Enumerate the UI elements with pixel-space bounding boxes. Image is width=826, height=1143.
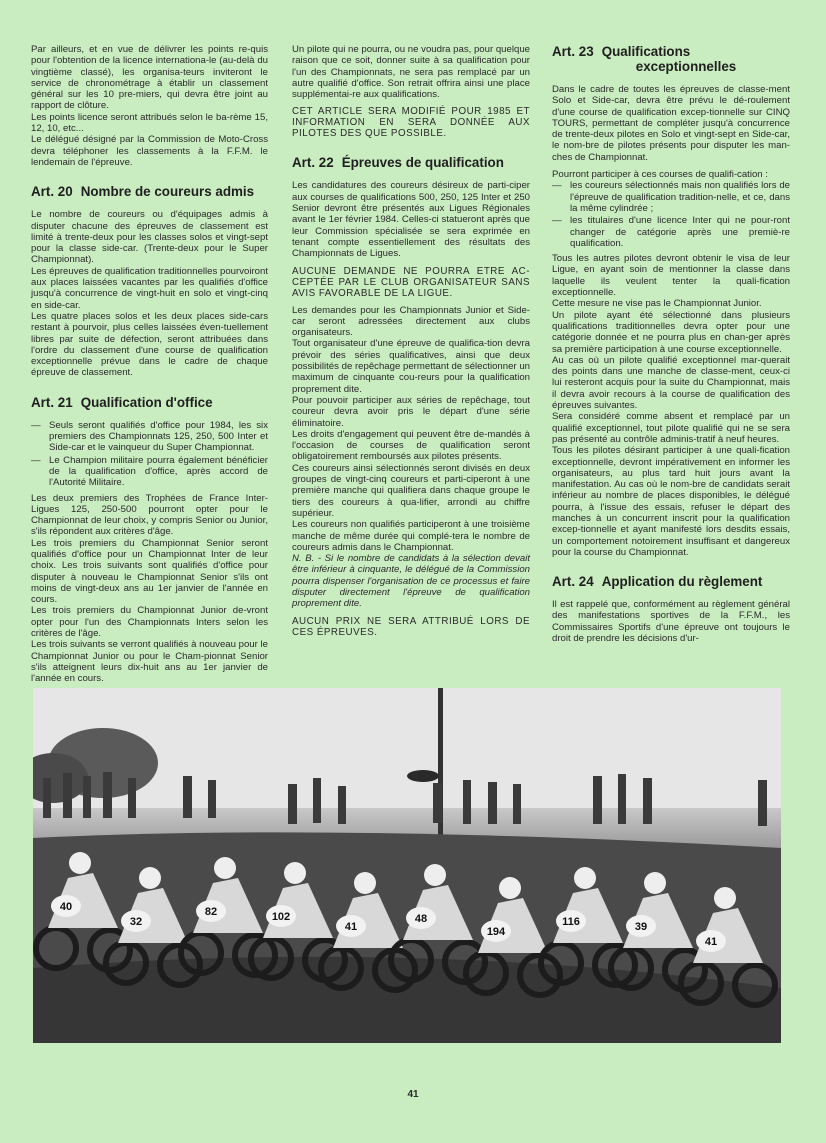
paragraph: Les deux premiers des Trophées de France Inter-Ligues 125, 250-500 pourront opter pour le Championnat de leur choix, y compris Senior ou Junior, s'ils répondent aux critères d'âge.: [31, 492, 268, 538]
plate-number: 194: [486, 926, 506, 938]
paragraph: Le nombre de coureurs ou d'équipages admis à disputer chacune des épreuves de classement est limité à trente-deux pour les classes solos et vingt-sept pour la classe side-car. (Trente-deux pour le Super Championnat).: [31, 209, 268, 266]
article-title: Nombre de coureurs admis: [80, 184, 255, 200]
paragraph: Pour pouvoir participer aux séries de repêchage, tout coureur devra avoir pris le départ d'une série éliminatoire.: [292, 394, 530, 429]
column-left: [31, 44, 268, 685]
list-item: — les titulaires d'une licence Inter qui ne pour-ront changer de catégorie après une premiè-re qualification.: [552, 215, 790, 249]
list-item: — Le Champion militaire pourra également bénéficier de la qualification d'office, après accord de l'Autorité Militaire.: [31, 455, 268, 489]
plate-number: 82: [204, 906, 218, 918]
paragraph: Un pilote qui ne pourra, ou ne voudra pas, pour quelque raison que ce soit, donner suite à sa qualification pour l'un des Championnats, ne sera pas remplacé par un autre qualifié d'office. Son retrait offrira ainsi une place supplémentai-re aux qualifications.: [292, 44, 530, 101]
plate-number: 116: [562, 916, 580, 928]
paragraph: Pourront participer à ces courses de qualifi-cation :: [552, 169, 768, 181]
paragraph: Le délégué désigné par la Commission de Moto-Cross devra téléphoner les classements à la F.F.M. le lendemain de l'épreuve.: [31, 134, 268, 168]
list-item: — les coureurs sélectionnés mais non qualifiés lors de l'épreuve de qualification tradition-nelle, et ce, dans la même cylindrée ;: [552, 180, 790, 214]
photo-illustration: [33, 688, 781, 1043]
paragraph: Dans le cadre de toutes les épreuves de classe-ment Solo et Side-car, devra être prévu le dé-roulement d'une course de qualification excep-tionnelle sur CINQ TOURS, permettant de compléter jusqu'à concurrence de trente-deux pilotes en Solo et vingt-sept en Side-car, le nom-bre de pilotes présents pour disputer les man-ches de Championnat.: [552, 84, 790, 163]
column-right: [552, 44, 790, 650]
paragraph: Les coureurs non qualifiés participeront à une troisième manche de même durée qui complé-tera le nombre de coureurs admis dans le Championnat.: [292, 519, 530, 553]
list-item: — Seuls seront qualifiés d'office pour 1984, les six premiers des Championnats 125, 250, 500 Inter et Side-car et le vainqueur du Super Championnat.: [31, 420, 268, 454]
paragraph: Au cas où un pilote qualifié exceptionnel mar-querait des points dans une manche de classe-ment, ceux-ci lui resteront acquis pour la suite du Championnat, mais il devra avoir recours à la course de qualification des épreuves suivantes.: [552, 354, 790, 412]
article-number: Art. 24: [552, 574, 594, 590]
notice: CET ARTICLE SERA MODIFIÉ POUR 1985 ET INFORMATION EN SERA DONNÉE AUX PILOTES DES QUE POSSIBLE.: [292, 106, 530, 140]
article-23-list: [552, 180, 790, 249]
plate-number: 41: [704, 936, 718, 948]
article-number: Art. 20: [31, 184, 73, 200]
paragraph: Cette mesure ne vise pas le Championnat Junior.: [552, 298, 762, 310]
paragraph: Les trois suivants se verront qualifiés à nouveau pour le Championnat Junior ou pour le Cham-pionnat Senior s'ils atteignent leurs dix-huit ans au 1er janvier de l'année en cours.: [31, 639, 268, 685]
article-title: Qualifications: [601, 44, 691, 59]
paragraph: Ces coureurs ainsi sélectionnés seront divisés en deux groupes de vingt-cinq coureurs et parti-ciperont à une première manche qui qualifiera dans chaque groupe le tiers des coureurs à qua-lifier, arrondi au chiffre supérieur.: [292, 462, 530, 519]
plate-number: 41: [344, 921, 358, 933]
article-24-heading: [552, 574, 790, 589]
notice: AUCUN PRIX NE SERA ATTRIBUÉ LORS DE CES ÉPREUVES.: [292, 615, 530, 638]
article-20-heading: [31, 184, 268, 199]
article-number: Art. 23: [552, 44, 594, 59]
paragraph: Les droits d'engagement qui peuvent être de-mandés à l'occasion de courses de qualification seront obligatoirement remboursés aux pilotes présents.: [292, 428, 530, 463]
notice: AUCUNE DEMANDE NE POURRA ETRE AC-CEPTÉE PAR LE CLUB ORGANISATEUR SANS AVIS FAVORABLE DE LA LIGUE.: [292, 265, 530, 299]
article-title: Application du règlement: [601, 574, 763, 590]
plate-number: 32: [129, 916, 143, 928]
motocross-race-photo: [33, 688, 781, 1043]
article-23-heading: [552, 44, 790, 74]
page-number: 41: [407, 1089, 419, 1100]
column-middle: [292, 44, 530, 644]
article-title: Qualification d'office: [80, 394, 213, 410]
paragraph: Les épreuves de qualification traditionnelles pourvoiront aux places laissées vacantes par les qualifiés d'office jusqu'à concurrence de vingt-huit en solo et vingt-cinq en side-car.: [31, 265, 268, 311]
article-number: Art. 21: [31, 394, 73, 410]
paragraph: Il est rappelé que, conformément au règlement général des manifestations sportives de la F.F.M., les Commissaires Sportifs d'une épreuve ont toujours le droit de prendre les décisions d'ur-: [552, 599, 790, 645]
paragraph: Les quatre places solos et les deux places side-cars restant à pourvoir, plus celles laissées éven-tuellement libres par suite de défection, seront attribuées dans l'ordre du classement d'une course de qualification exceptionnelle prévue dans le cadre de chaque épreuve de classement.: [31, 310, 268, 379]
plate-number: 102: [271, 911, 291, 923]
article-title-line2: exceptionnelles: [635, 59, 737, 74]
plate-number: 48: [414, 913, 428, 925]
paragraph: Tout organisateur d'une épreuve de qualifica-tion devra prévoir des séries qualificatives, ainsi que deux possibilités de repêchage permettant de sélectionner un maximum de cinquante cou-reurs pour la qualification proprement dite.: [292, 338, 530, 395]
paragraph: Les points licence seront attribués selon le ba-rème 15, 12, 10, etc...: [31, 111, 268, 135]
paragraph: Par ailleurs, et en vue de délivrer les points re-quis pour l'obtention de la licence internationa-le (au-delà du vingtième classé), les organisa-teurs inviteront le service de chronométrage à établir un classement général sur les 10 pre-miers, qui devra être joint au rapport de clôture.: [31, 44, 268, 112]
article-21-list: [31, 420, 268, 489]
paragraph: Tous les autres pilotes devront obtenir le visa de leur Ligue, en ayant soin de mentionner la classe dans laquelle ils veulent tenter la quali-fication exceptionnelle.: [552, 253, 790, 299]
paragraph: Tous les pilotes désirant participer à une quali-fication exceptionnelle, devront impérativement en informer les organisateurs, au plus tard huit jours avant la manifestation. Au cas où le nom-bre de candidats serait inférieur au nombre de places disponibles, le délégué pourra, à l'issue des essais, refuser le départ des manches à un concurrent inscrit pour la qualification excep-tionnelle et ayant manifesté lors desdits essais, un comportement notoirement insuffisant et dangereux pour la course du Championnat.: [552, 445, 790, 558]
paragraph: Les candidatures des coureurs désireux de parti-ciper aux courses de qualifications 500, 250, 125 Inter et 250 Senior devront être présentés aux Ligues Régionales avant le 1er février 1984. Celles-ci statueront après que leur Commission spécialisée se sera exprimée en tenant compte essentiellement des résultats des Championnats de Ligues.: [292, 180, 530, 260]
article-22-heading: [292, 155, 530, 170]
paragraph: Les demandes pour les Championnats Junior et Side-car seront adressées directement aux clubs organisateurs.: [292, 304, 530, 339]
article-21-heading: [31, 395, 268, 410]
note: N. B. - Si le nombre de candidats à la sélection devait être inférieur à cinquante, le délégué de la Commission pourra dispenser l'organisation de ce processus et faire disputer directement l'épreuve de qualification proprement dite.: [292, 553, 530, 610]
plate-number: 40: [59, 901, 73, 913]
plate-number: 39: [634, 921, 648, 933]
article-title: Épreuves de qualification: [341, 155, 504, 171]
paragraph: Les trois premiers du Championnat Senior seront qualifiés d'office pour un Championnat Inter de leur choix. Les trois suivants sont qualifiés d'office pour disputer à nouveau le Championnat Senior s'ils ont moins de vingt-deux ans au 1er janvier de l'année en cours.: [31, 537, 268, 606]
paragraph: Sera considéré comme absent et remplacé par un qualifié exceptionnel, tout pilote qualifié qui ne se sera pas présenté au contrôle adminis-tratif à neuf heures.: [552, 411, 790, 445]
article-number: Art. 22: [292, 155, 334, 171]
paragraph: Les trois premiers du Championnat Junior de-vront opter pour l'un des Championnats Inters selon les critères de l'âge.: [31, 605, 268, 640]
paragraph: Un pilote ayant été sélectionné dans plusieurs qualifications traditionnelles devra opter pour une catégorie donnée et ne pourra plus en chan-ger après sa première participation à une course exceptionnelle.: [552, 309, 790, 355]
